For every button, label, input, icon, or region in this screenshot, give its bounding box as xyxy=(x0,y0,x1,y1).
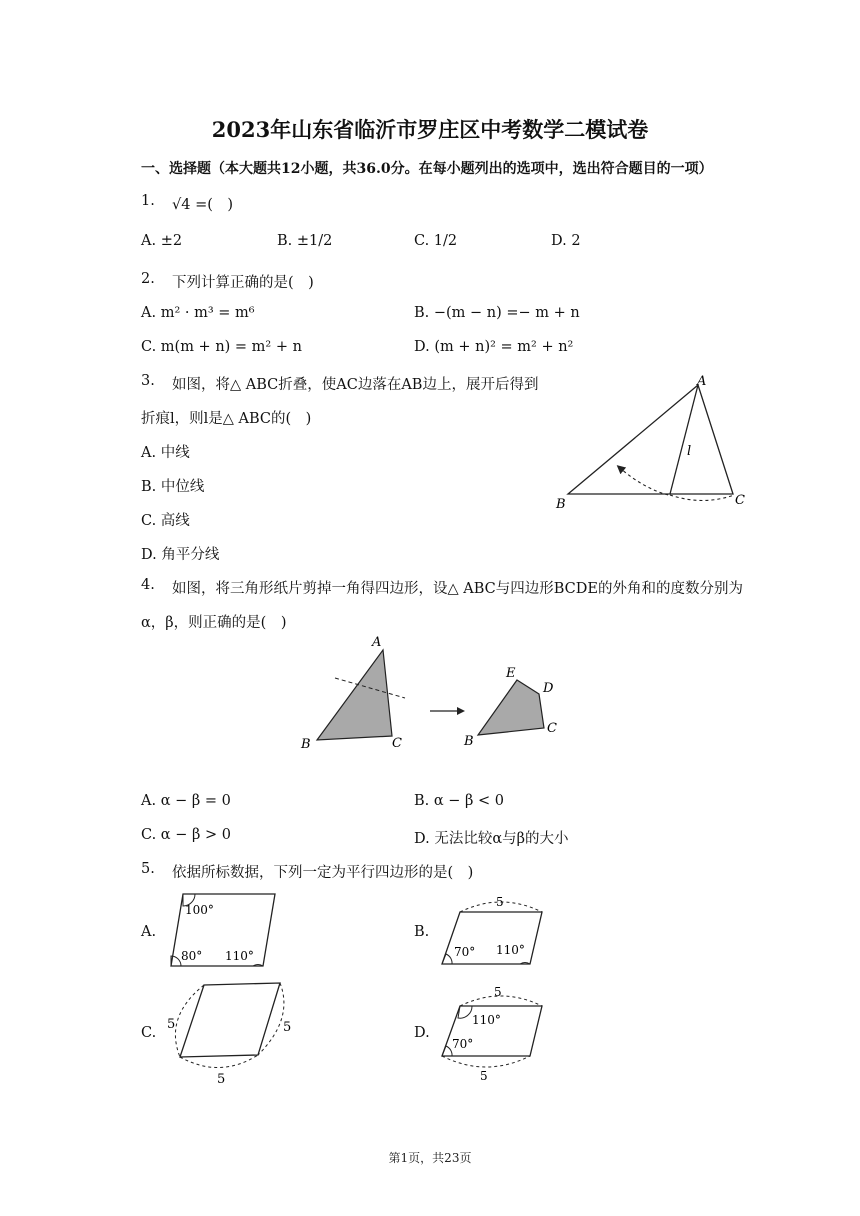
q5-number: 5. xyxy=(141,861,155,877)
q4-option-a: A. α − β = 0 xyxy=(141,793,231,809)
q3-option-d: D. 角平分线 xyxy=(141,547,220,563)
q5-figure-c xyxy=(162,975,302,1087)
q5b-side-5: 5 xyxy=(496,895,504,909)
q5a-angle-80: 80° xyxy=(181,949,203,963)
q3-option-b: B. 中位线 xyxy=(141,479,205,495)
q4-label-b2: B xyxy=(464,734,474,749)
q1-option-d: D. 2 xyxy=(551,233,581,249)
q5-option-b: B. xyxy=(414,924,430,940)
q1-number: 1. xyxy=(141,193,155,209)
q5b-angle-70: 70° xyxy=(454,945,476,959)
q4-option-d: D. 无法比较α与β的大小 xyxy=(414,831,569,847)
q5c-side-bottom: 5 xyxy=(217,1072,226,1087)
q2-option-b: B. −(m − n) =− m + n xyxy=(414,305,580,321)
q4-label-a: A xyxy=(372,635,382,650)
page-footer: 第1页，共23页 xyxy=(388,1151,472,1165)
q5-option-c: C. xyxy=(141,1025,157,1041)
q2-option-c: C. m(m + n) = m² + n xyxy=(141,339,302,355)
q5d-angle-70: 70° xyxy=(452,1037,474,1051)
q4-option-c: C. α − β > 0 xyxy=(141,827,231,843)
q5a-angle-110: 110° xyxy=(225,949,254,963)
q4-option-b: B. α − β < 0 xyxy=(414,793,505,809)
q4-stem: 如图，将三角形纸片剪掉一角得四边形，设△ ABC与四边形BCDE的外角和的度数分别为 xyxy=(172,581,743,597)
q4-stem-line2: α，β，则正确的是( ) xyxy=(141,615,287,631)
q3-option-c: C. 高线 xyxy=(141,513,190,529)
q4-figure xyxy=(295,632,575,757)
q1-option-b: B. ±1/2 xyxy=(277,233,333,249)
q5-option-a: A. xyxy=(141,924,157,940)
q3-stem-line2: 折痕l，则l是△ ABC的( ) xyxy=(141,411,312,427)
q3-option-a: A. 中线 xyxy=(141,445,190,461)
q4-label-b1: B xyxy=(301,737,311,752)
q3-label-a: A xyxy=(697,374,707,389)
q3-stem: 如图，将△ ABC折叠，使AC边落在AB边上，展开后得到 xyxy=(172,377,539,393)
q5-figure-d xyxy=(438,982,554,1086)
q5c-side-right: 5 xyxy=(283,1020,292,1035)
q4-label-c2: C xyxy=(547,721,557,736)
q5-figure-b xyxy=(438,892,550,972)
q4-label-c1: C xyxy=(392,736,402,751)
q4-number: 4. xyxy=(141,577,155,593)
q3-label-l: l xyxy=(687,444,692,459)
q5-option-d: D. xyxy=(414,1025,430,1041)
q3-label-b: B xyxy=(556,497,566,512)
q3-number: 3. xyxy=(141,373,155,389)
q2-number: 2. xyxy=(141,271,155,287)
q5b-angle-110: 110° xyxy=(496,943,525,957)
q2-option-a: A. m² · m³ = m⁶ xyxy=(141,305,255,321)
q2-stem: 下列计算正确的是( ) xyxy=(172,275,314,291)
q5c-side-left: 5 xyxy=(167,1017,176,1032)
q2-option-d: D. (m + n)² = m² + n² xyxy=(414,339,574,355)
q3-figure xyxy=(548,370,758,520)
q5-figure-a xyxy=(165,890,285,972)
q5d-side-top: 5 xyxy=(494,985,502,999)
q3-label-c: C xyxy=(735,493,745,508)
q4-label-e: E xyxy=(506,666,516,681)
q5d-side-bottom: 5 xyxy=(480,1069,488,1083)
page-title: 2023年山东省临沂市罗庄区中考数学二模试卷 xyxy=(211,117,649,142)
q4-label-d: D xyxy=(543,681,554,696)
section-heading: 一、选择题（本大题共12小题，共36.0分。在每小题列出的选项中，选出符合题目的一项） xyxy=(141,161,713,177)
q5a-angle-100: 100° xyxy=(185,903,214,917)
q1-stem: √4 =( ) xyxy=(172,197,234,213)
q5d-angle-110: 110° xyxy=(472,1013,501,1027)
q1-option-c: C. 1/2 xyxy=(414,233,458,249)
q1-option-a: A. ±2 xyxy=(141,233,183,249)
q5-stem: 依据所标数据，下列一定为平行四边形的是( ) xyxy=(172,865,474,881)
